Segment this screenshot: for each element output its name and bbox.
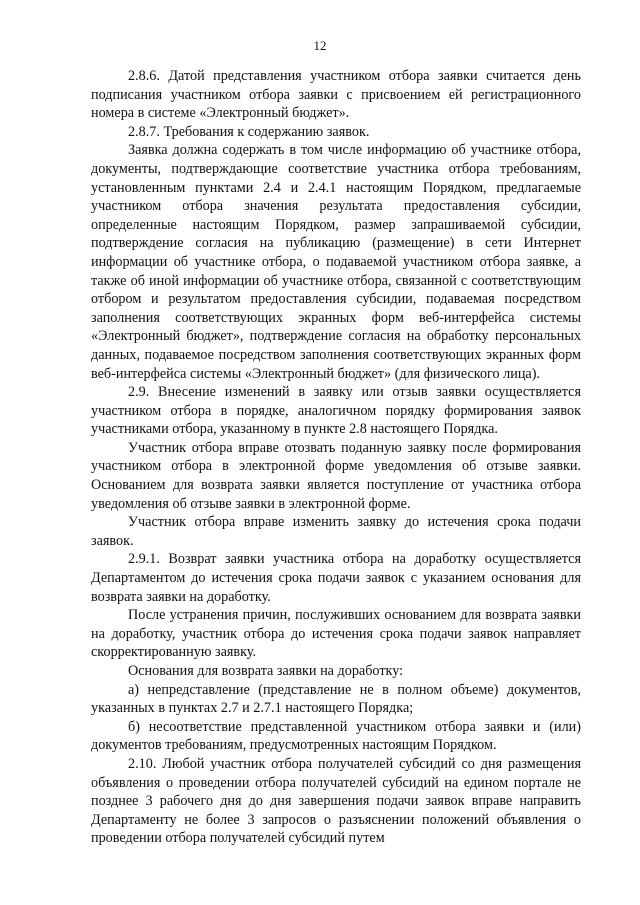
paragraph-2-10: 2.10. Любой участник отбора получателей субсидий со дня размещения объявления о проведении отбора получателей субсидий на едином портале не позднее 3 рабочего дня до дня завершения подачи заявок вправе направить Департаменту не более 3 запросов о разъяснении положений объявления о проведении отбора получателей субсидий путем [91,755,581,847]
paragraph-ground-b: б) несоответствие представленной участником отбора заявки и (или) документов требованиям, предусмотренных настоящим Порядком. [91,718,581,754]
page-number: 12 [313,38,327,53]
paragraph-2-8-7: 2.8.7. Требования к содержанию заявок. [128,123,370,140]
paragraph-2-9-1: 2.9.1. Возврат заявки участника отбора на доработку осуществляется Департаментом до истечения срока подачи заявок с указанием основания для возврата заявки на доработку. [91,551,581,605]
paragraph-resubmission: После устранения причин, послуживших основанием для возврата заявки на доработку, участник отбора до истечения срока подачи заявок направляет скорректированную заявку. [91,607,581,661]
paragraph-2-9: 2.9. Внесение изменений в заявку или отзыв заявки осуществляется участником отбора в порядке, аналогичном порядку формирования заявок участниками отбора, указанному в пункте 2.8 настоящего Порядка. [91,384,581,438]
document-body [91,67,581,848]
paragraph-return-grounds: Основания для возврата заявки на доработку: [128,663,404,679]
paragraph-2-8-6: 2.8.6. Датой представления участником отбора заявки считается день подписания участником отбора заявки с присвоением ей регистрационного номера в системе «Электронный бюджет». [91,68,581,122]
paragraph-ground-a: а) непредставление (представление не в полном объеме) документов, указанных в пунктах 2.7 и 2.7.1 настоящего Порядка; [91,681,581,717]
paragraph-application-content: Заявка должна содержать в том числе информацию об участнике отбора, документы, подтверждающие соответствие участника отбора требованиям, установленным пунктами 2.4 и 2.4.1 настоящим Порядком, предлагаемые участником отбора значения результата предоставления субсидии, определенные настоящим Порядком, размер запрашиваемой субсидии, подтверждение согласия на публикацию (размещение) в сети Интернет информации об участнике отбора, о подаваемой участником отбора заявке, а также об иной информации об участнике отбора, связанной с соответствующим отбором и результатом предоставления субсидии, подаваемая посредством заполнения соответствующих экранных форм веб-интерфейса системы «Электронный бюджет», подтверждение согласия на обработку персональных данных, подаваемое посредством заполнения соответствующих экранных форм веб-интерфейса системы «Электронный бюджет» (для физического лица). [91,142,581,382]
paragraph-modification: Участник отбора вправе изменить заявку до истечения срока подачи заявок. [91,514,581,549]
paragraph-withdrawal: Участник отбора вправе отозвать поданную заявку после формирования участником отбора в электронной форме уведомления об отзыве заявки. Основанием для возврата заявки является поступление от участника отбора уведомления об отзыве заявки в электронной форме. [91,439,581,512]
